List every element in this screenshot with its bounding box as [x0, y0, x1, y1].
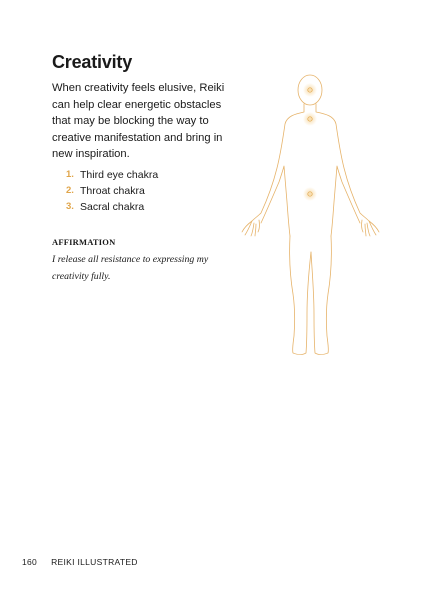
list-item	[52, 183, 158, 199]
page-number: 160	[22, 557, 38, 567]
human-body-illustration	[232, 70, 392, 360]
third-eye-chakra-glow	[303, 83, 317, 97]
list-number: 2.	[66, 185, 74, 196]
list-label: Throat chakra	[80, 185, 145, 197]
list-number: 1.	[66, 169, 74, 180]
affirmation-heading: AFFIRMATION	[52, 237, 116, 247]
list-label: Sacral chakra	[80, 201, 145, 213]
page-title: Creativity	[52, 52, 133, 72]
page-footer	[22, 557, 138, 567]
affirmation-text: I release all resistance to expressing my creativity fully.	[52, 254, 209, 282]
list-number: 3.	[66, 201, 74, 212]
list-label: Third eye chakra	[80, 169, 159, 181]
sacral-chakra-glow	[303, 187, 317, 201]
running-title: REIKI ILLUSTRATED	[51, 557, 138, 567]
list-item	[52, 199, 158, 215]
chakra-list	[52, 167, 158, 215]
throat-chakra-glow	[303, 112, 317, 126]
list-item	[52, 167, 158, 183]
chakra-markers	[303, 83, 317, 201]
intro-paragraph: When creativity feels elusive, Reiki can help clear energetic obstacles that may be blocking the way to creative manifestation and bring in new inspiration.	[52, 82, 225, 160]
